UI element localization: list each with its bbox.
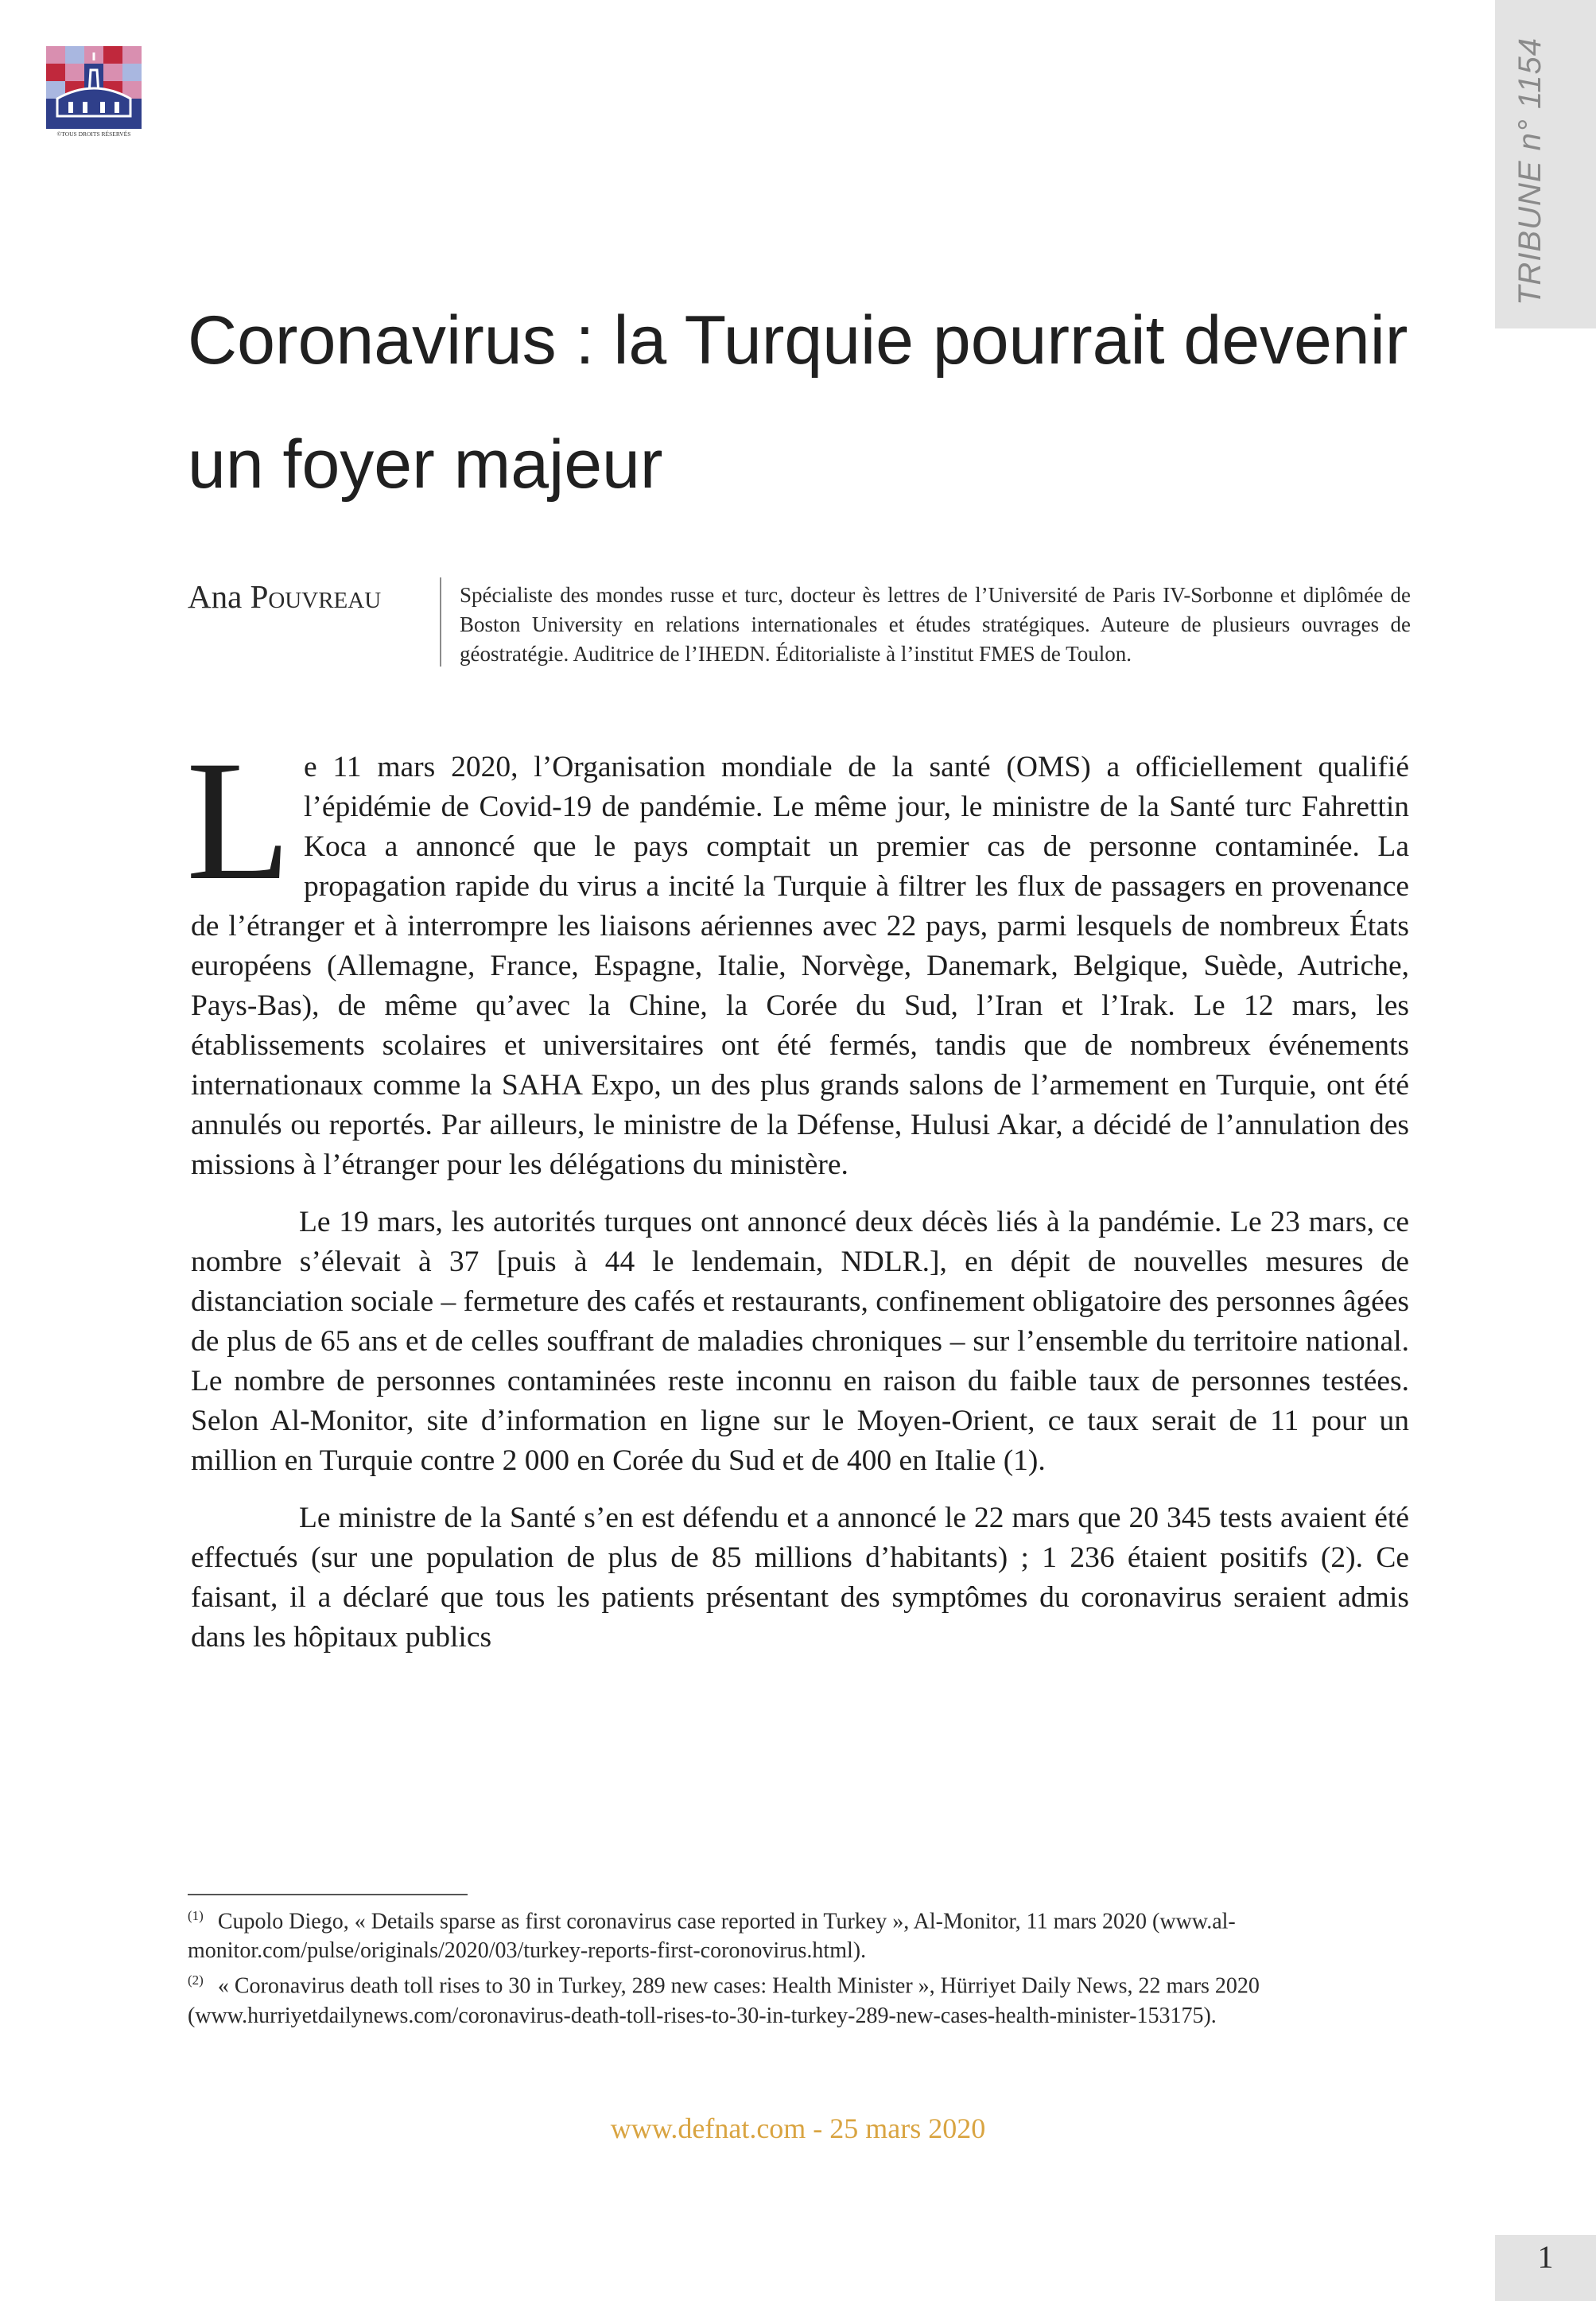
author-name (188, 577, 381, 616)
footnote-rule (188, 1894, 468, 1895)
footnote-2-number: (2) (188, 1973, 204, 1988)
footer-url-date[interactable]: www.defnat.com - 25 mars 2020 (610, 2112, 986, 2144)
paragraph-1-text: e 11 mars 2020, l’Organisation mondiale de la santé (OMS) a officiellement qualifié l’épidémie de Covid-19 de pandémie. Le même jour, le ministre de la Santé turc Fahrettin Koca a annoncé que le pays comptait un premier cas de personne contaminée. La propagation rapide du virus a incité la Turquie à filtrer les flux de passagers en provenance de l’étranger et à interrompre les liaisons aériennes avec 22 pays, parmi lesquels de nombreux États européens (Allemagne, France, Espagne, Italie, Norvège, Danemark, Belgique, Suède, Autriche, Pays-Bas), de même qu’avec la Chine, la Corée du Sud, l’Iran et l’Irak. Le 12 mars, les établissements scolaires et universitaires ont été fermés, tandis que de nombreux événements internationaux comme la SAHA Expo, un des plus grands salons de l’armement en Turquie, ont été annulés ou reportés. Par ailleurs, le ministre de la Défense, Hulusi Akar, a décidé de l’annulation des missions à l’étranger pour les délégations du ministère. (191, 751, 1409, 1181)
page-number: 1 (1537, 2239, 1554, 2275)
drop-cap: L (186, 725, 291, 915)
svg-text:©TOUS DROITS RÉSERVÉS: ©TOUS DROITS RÉSERVÉS (56, 130, 131, 138)
paragraph-3: Le ministre de la Santé s’en est défendu et a annoncé le 22 mars que 20 345 tests avaient été effectués (sur une population de plus de 85 millions d’habitants) ; 1 236 étaient positifs (2). Ce faisant, il a déclaré que tous les patients présentant des symptômes du coronavirus seraient admis dans les hôpitaux publics (191, 1502, 1409, 1654)
tribune-number: TRIBUNE n° 1154 (1513, 37, 1547, 305)
footnote-1-number: (1) (188, 1908, 204, 1923)
article-title: Coronavirus : la Turquie pourrait devenir un foyer majeur (188, 302, 1408, 503)
footnote-1-text: Cupolo Diego, « Details sparse as first coronavirus case reported in Turkey », Al-Monitor, 11 mars 2020 (www.al-monitor.com/pulse/originals/2020/03/turkey-reports-first-coronovirus.html). (188, 1909, 1236, 1964)
publisher-logo (46, 46, 142, 138)
author-divider (440, 577, 441, 667)
footnotes (188, 1901, 1412, 2031)
article-body (186, 725, 1409, 1675)
footnote-1 (188, 1901, 1412, 1965)
footnote-2-text: « Coronavirus death toll rises to 30 in Turkey, 289 new cases: Health Minister », Hürriyet Daily News, 22 mars 2020 (www.hurriyetdailynews.com/coronavirus-death-toll-rises-to-30-in-turkey-289-new-cases-health-minister-153175). (188, 1973, 1260, 2028)
author-bio: Spécialiste des mondes russe et turc, docteur ès lettres de l’Université de Paris IV-Sorbonne et diplômée de Boston University en relations internationales et études stratégiques. Auteure de plusieurs ouvrages de géostratégie. Auditrice de l’IHEDN. Éditorialiste à l’institut FMES de Toulon. (460, 583, 1411, 666)
author-last-name: Pouvreau (250, 578, 382, 615)
footnote-2 (188, 1965, 1412, 2030)
logo-icon (46, 46, 142, 138)
paragraph-1 (186, 725, 1409, 1185)
author-first-name: Ana (188, 578, 243, 615)
paragraph-2: Le 19 mars, les autorités turques ont annoncé deux décès liés à la pandémie. Le 23 mars, ce nombre s’élevait à 37 [puis à 44 le lendemain, NDLR.], en dépit de nouvelles mesures de distanciation sociale – fermeture des cafés et restaurants, confinement obligatoire des personnes âgées de plus de 65 ans et de celles souffrant de maladies chroniques – sur l’ensemble du territoire national. Le nombre de personnes contaminées reste inconnu en raison du faible taux de personnes testées. Selon Al-Monitor, site d’information en ligne sur le Moyen-Orient, ce taux serait de 11 pour un million en Turquie contre 2 000 en Corée du Sud et de 400 en Italie (1). (191, 1206, 1409, 1477)
